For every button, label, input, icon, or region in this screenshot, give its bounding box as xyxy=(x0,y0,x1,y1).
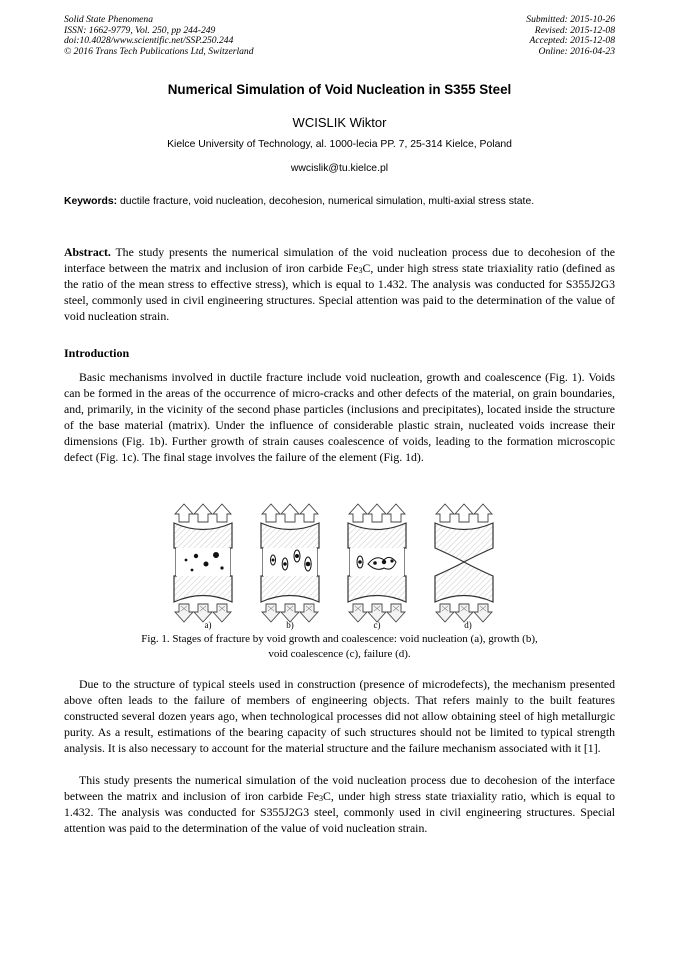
author-email[interactable]: wwcislik@tu.kielce.pl xyxy=(290,163,389,174)
panel-d xyxy=(435,504,493,622)
panel-a xyxy=(174,504,232,622)
section-heading-introduction: Introduction xyxy=(64,346,130,360)
online-date: Online: 2016-04-23 xyxy=(538,45,615,57)
affiliation: Kielce University of Technology, al. 1000-lecia PP. 7, 25-314 Kielce, Poland xyxy=(167,139,512,150)
caption-line-1: Fig. 1. Stages of fracture by void growth and coalescence: void nucleation (a), growth (b), xyxy=(141,633,538,645)
panel-label-b: b) xyxy=(286,620,294,630)
intro-paragraph-2: Due to the structure of typical steels used in construction (presence of microdefects), the mechanism presented above often leads to the failure of members of engineering objects. That refers mainly to the built features constructed several dozen years ago, when technological processes did not allow obtaining steel of high metallurgic purity. As a result, estimations of the bearing capacity of such structures should not be limited to typical strength analysis. It is also necessary to account for the material structure and the failure mechanism associated with it [1]. xyxy=(64,677,615,755)
p3-text-b: C, under high stress state triaxiality ratio, which is equal to 1.432. The analysis was conducted for S355J2G3 steel, commonly used in civil engineering structures. Special attention was paid to the determination of the value of void nucleation strain. xyxy=(64,788,615,835)
panel-c xyxy=(348,504,406,622)
abstract-label: Abstract. xyxy=(64,245,111,259)
panel-label-a: a) xyxy=(204,620,212,630)
keywords-text: ductile fracture, void nucleation, decohesion, numerical simulation, multi-axial stress state. xyxy=(120,196,535,207)
author-name: WCISLIK Wiktor xyxy=(292,115,387,130)
publication-dates xyxy=(526,15,615,57)
journal-name: Solid State Phenomena xyxy=(64,14,153,25)
keywords xyxy=(64,195,615,210)
submitted-date: Submitted: 2015-10-26 xyxy=(526,14,615,25)
keywords-label: Keywords: xyxy=(64,196,118,207)
figure-1 xyxy=(170,498,510,630)
accepted-date: Accepted: 2015-12-08 xyxy=(529,35,615,47)
p3-text-a: This study presents the numerical simulation of the void nucleation process due to decohesion of the interface between the matrix and inclusion of iron carbide Fe xyxy=(64,773,615,803)
abstract xyxy=(64,245,615,325)
abstract-subscript: 3 xyxy=(358,265,363,275)
p3-subscript: 3 xyxy=(319,793,324,803)
doi-link[interactable]: doi:10.4028/www.scientific.net/SSP.250.244 xyxy=(64,35,234,47)
abstract-text-b: C, under high stress state triaxiality ratio (defined as the ratio of the mean stress to effective stress), which is equal to 1.432. The analysis was conducted for S355J2G3 steel, commonly used in civil engineering structures. Special attention was paid to the determination of the value of void nucleation strain. xyxy=(64,260,615,323)
panel-label-c: c) xyxy=(373,620,381,630)
journal-info xyxy=(64,15,254,57)
revised-date: Revised: 2015-12-08 xyxy=(534,24,615,36)
panel-b xyxy=(261,504,319,622)
intro-paragraph-3 xyxy=(64,773,615,837)
intro-paragraph-1: Basic mechanisms involved in ductile fracture include void nucleation, growth and coalescence (Fig. 1). Voids can be formed in the areas of the occurrence of micro-cracks and other defects of the material, on grain boundaries, and, primarily, in the vicinity of the second phase particles (inclusions and precipitates), located inside the structure of the base material (matrix). Under the influence of considerable plastic strain, nucleated voids increase their dimensions (Fig. 1b). Further growth of strain causes coalescence of voids, leading to the formation microscopic defect (Fig. 1c). The final stage involves the failure of the element (Fig. 1d). xyxy=(64,370,615,464)
caption-line-2: void coalescence (c), failure (d). xyxy=(268,648,411,660)
panel-label-d: d) xyxy=(464,620,472,630)
figure-1-caption xyxy=(64,632,615,662)
copyright: © 2016 Trans Tech Publications Ltd, Switzerland xyxy=(64,45,254,57)
paper-title: Numerical Simulation of Void Nucleation in S355 Steel xyxy=(167,82,512,97)
issn: ISSN: 1662-9779, Vol. 250, pp 244-249 xyxy=(64,24,216,36)
abstract-text-a: The study presents the numerical simulation of the void nucleation process due to decohesion of the interface between the matrix and inclusion of iron carbide Fe xyxy=(64,245,615,275)
